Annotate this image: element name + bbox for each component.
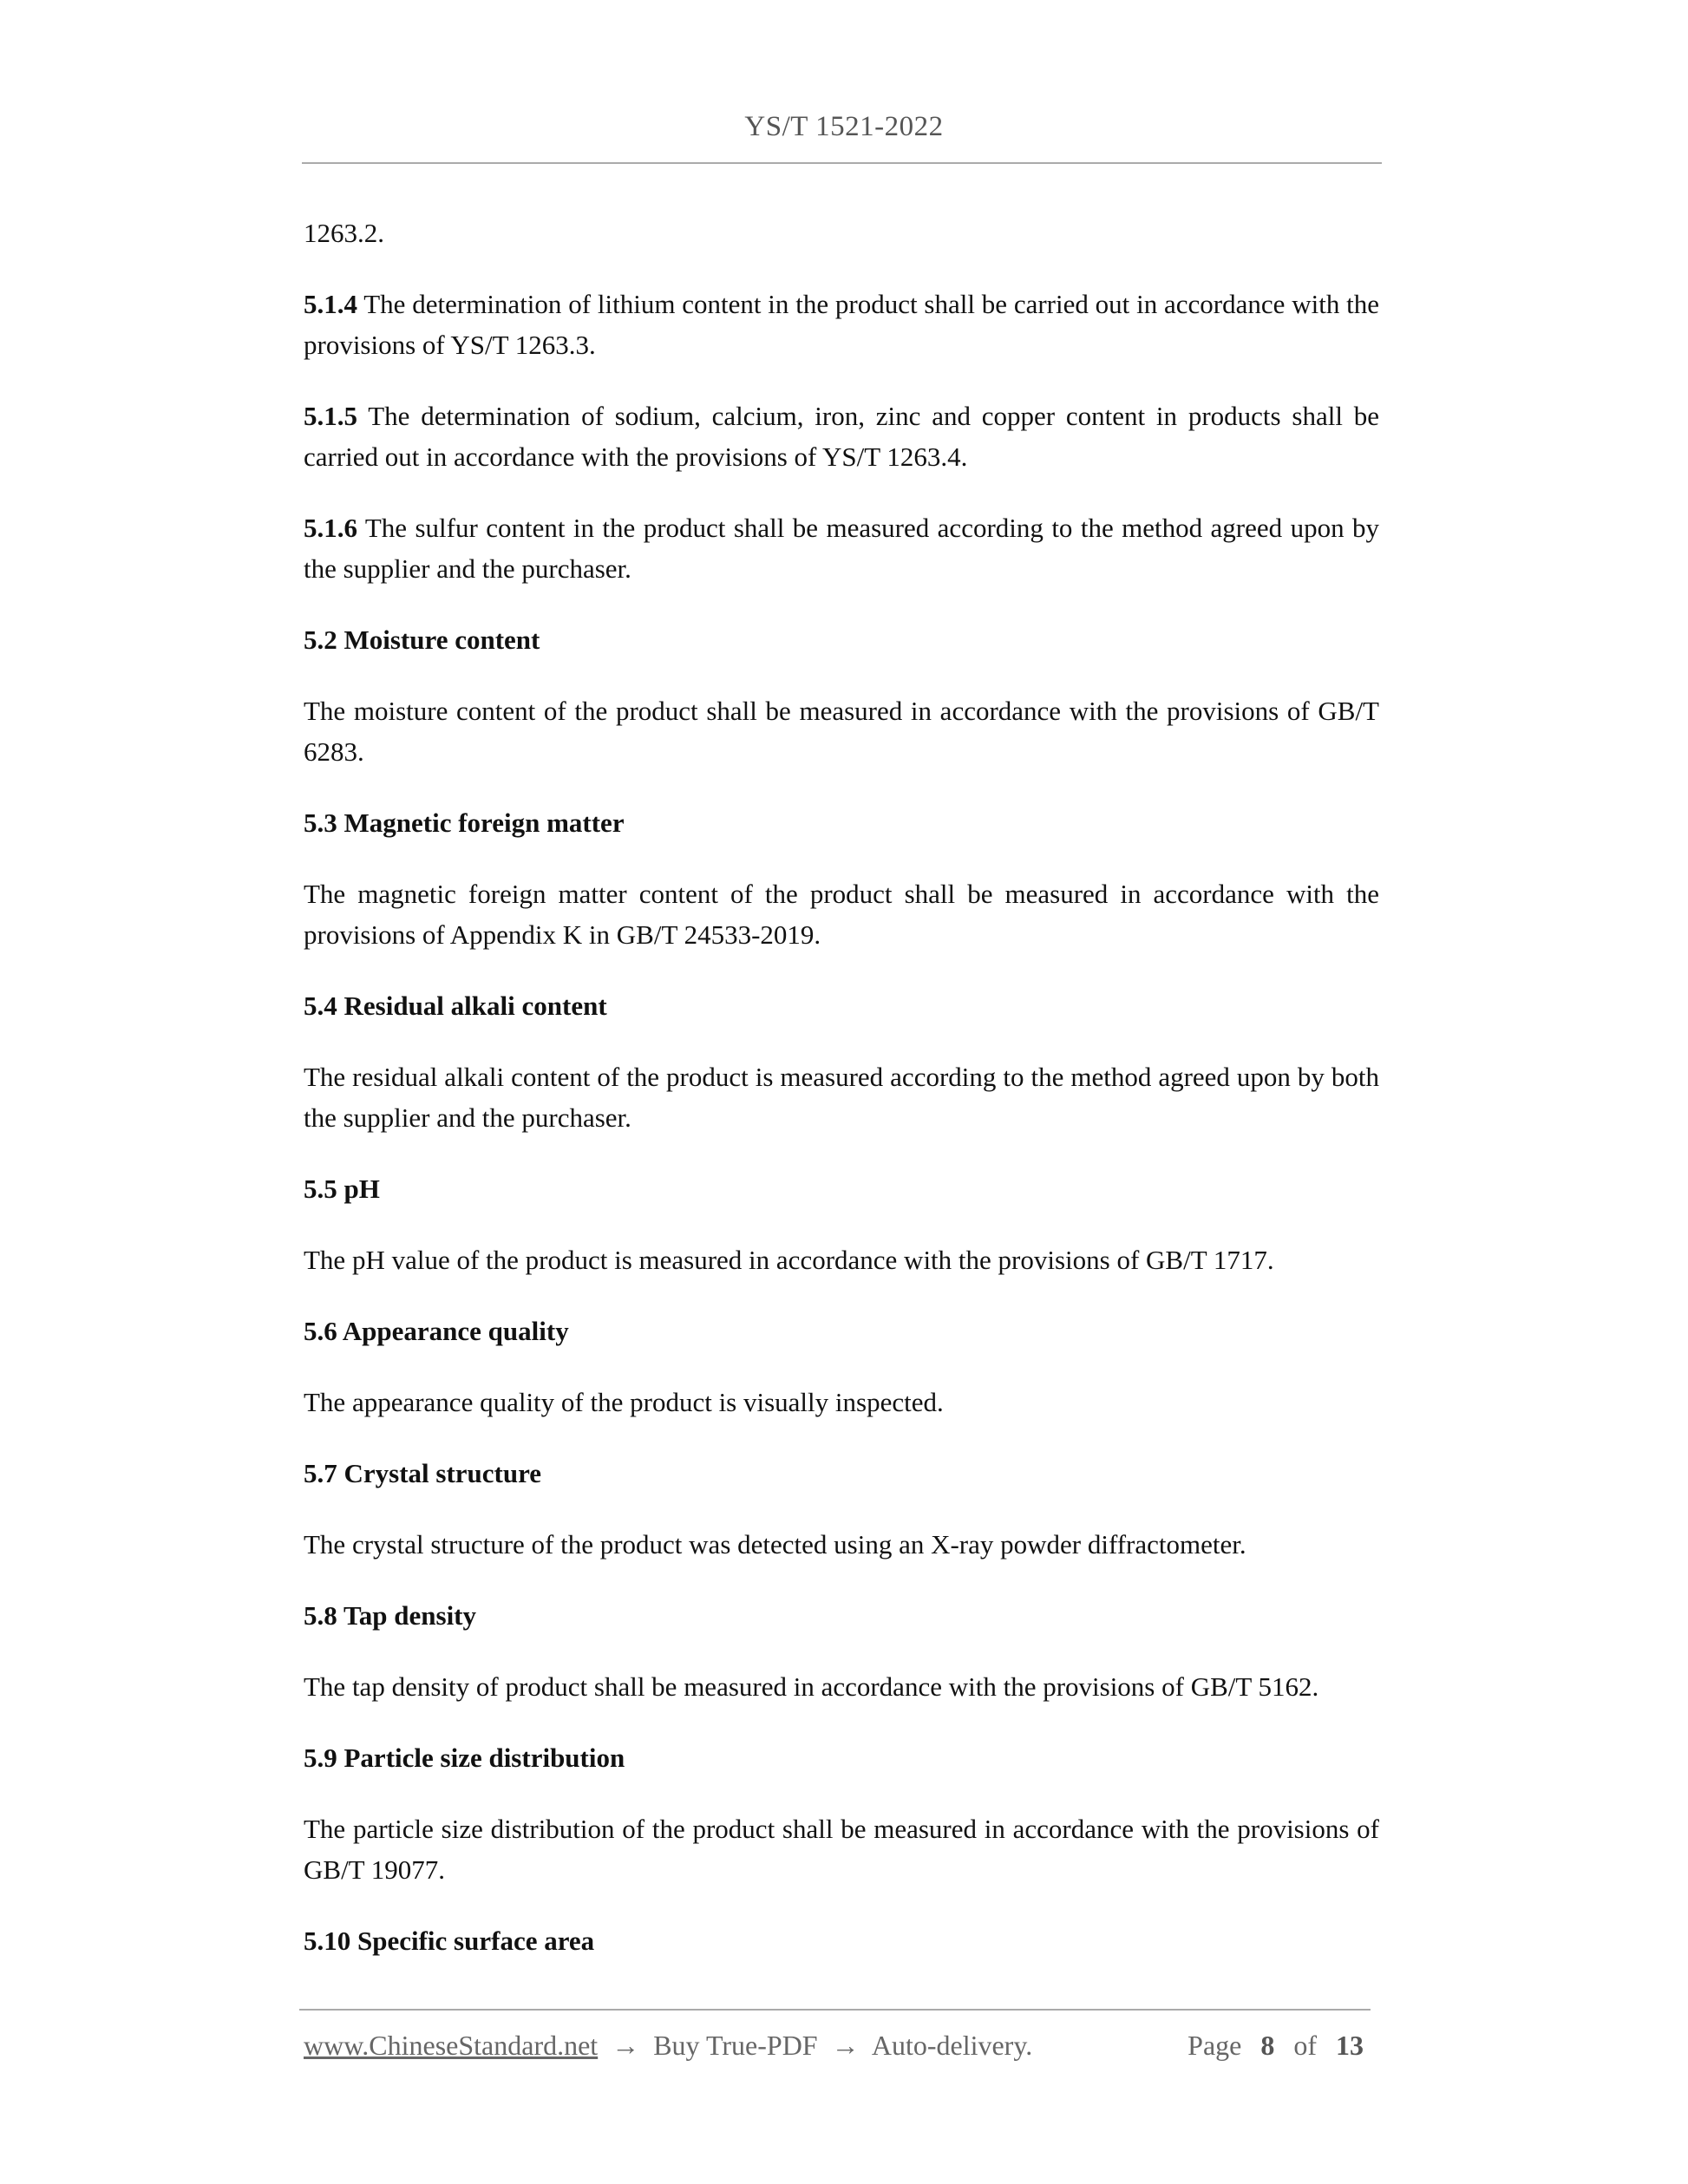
document-body — [304, 213, 1379, 1991]
body-paragraph — [304, 507, 1379, 589]
clause-number: 5.1.4 — [304, 289, 357, 319]
body-paragraph — [304, 284, 1379, 365]
clause-number: 5.1.6 — [304, 513, 357, 543]
paragraph-text: The moisture content of the product shall be measured in accordance with the provisions of GB/T 6283. — [304, 696, 1379, 767]
page-of-label: of — [1293, 2030, 1317, 2061]
body-paragraph — [304, 1524, 1379, 1565]
page-current: 8 — [1260, 2030, 1275, 2061]
footer-step-delivery: Auto-delivery. — [871, 2030, 1033, 2061]
footer-step-buy: Buy True-PDF — [653, 2030, 818, 2061]
page-total: 13 — [1336, 2030, 1364, 2061]
section-heading: 5.10 Specific surface area — [304, 1926, 595, 1956]
body-paragraph — [304, 1056, 1379, 1138]
section-heading: 5.8 Tap density — [304, 1600, 477, 1631]
section-heading: 5.3 Magnetic foreign matter — [304, 808, 625, 838]
body-paragraph — [304, 1382, 1379, 1422]
body-paragraph — [304, 396, 1379, 477]
paragraph-text: The pH value of the product is measured in accordance with the provisions of GB/T 1717. — [304, 1245, 1274, 1275]
body-paragraph — [304, 1808, 1379, 1890]
clause-number: 5.1.5 — [304, 401, 357, 431]
paragraph-text: The sulfur content in the product shall be measured according to the method agreed upon by the supplier and the purchaser. — [304, 513, 1379, 584]
section-heading: 5.7 Crystal structure — [304, 1458, 542, 1488]
body-paragraph — [304, 1239, 1379, 1280]
section-heading: 5.6 Appearance quality — [304, 1316, 569, 1346]
footer-promo — [304, 2030, 1032, 2062]
paragraph-text: 1263.2. — [304, 218, 384, 248]
paragraph-text: The residual alkali content of the product is measured according to the method agreed upon by both the supplier and the purchaser. — [304, 1062, 1379, 1133]
paragraph-text: The determination of lithium content in the product shall be carried out in accordance with the provisions of YS/T 1263.3. — [304, 289, 1379, 360]
body-paragraph — [304, 213, 1379, 253]
section-heading: 5.4 Residual alkali content — [304, 991, 607, 1021]
arrow-right-icon: → — [612, 2030, 640, 2061]
paragraph-text: The determination of sodium, calcium, iron, zinc and copper content in products shall be carried out in accordance with the provisions of YS/T 1263.4. — [304, 401, 1379, 472]
section-heading: 5.2 Moisture content — [304, 624, 540, 655]
paragraph-text: The magnetic foreign matter content of the product shall be measured in accordance with the provisions of Appendix K in GB/T 24533-2019. — [304, 879, 1379, 950]
page-label: Page — [1187, 2030, 1242, 2061]
arrow-right-icon: → — [831, 2030, 860, 2061]
website-link[interactable]: www.ChineseStandard.net — [304, 2030, 599, 2061]
document-header-title: YS/T 1521-2022 — [744, 111, 944, 142]
paragraph-text: The appearance quality of the product is visually inspected. — [304, 1387, 944, 1417]
body-paragraph — [304, 690, 1379, 772]
header-divider — [302, 162, 1382, 164]
paragraph-text: The particle size distribution of the product shall be measured in accordance with the provisions of GB/T 19077. — [304, 1814, 1379, 1885]
paragraph-text: The crystal structure of the product was detected using an X-ray powder diffractometer. — [304, 1529, 1246, 1560]
paragraph-text: The tap density of product shall be measured in accordance with the provisions of GB/T 5162. — [304, 1671, 1319, 1702]
page-indicator — [1187, 2030, 1364, 2062]
section-heading: 5.5 pH — [304, 1174, 380, 1204]
footer-divider — [299, 2009, 1371, 2011]
body-paragraph — [304, 1666, 1379, 1707]
body-paragraph — [304, 873, 1379, 955]
section-heading: 5.9 Particle size distribution — [304, 1743, 625, 1773]
